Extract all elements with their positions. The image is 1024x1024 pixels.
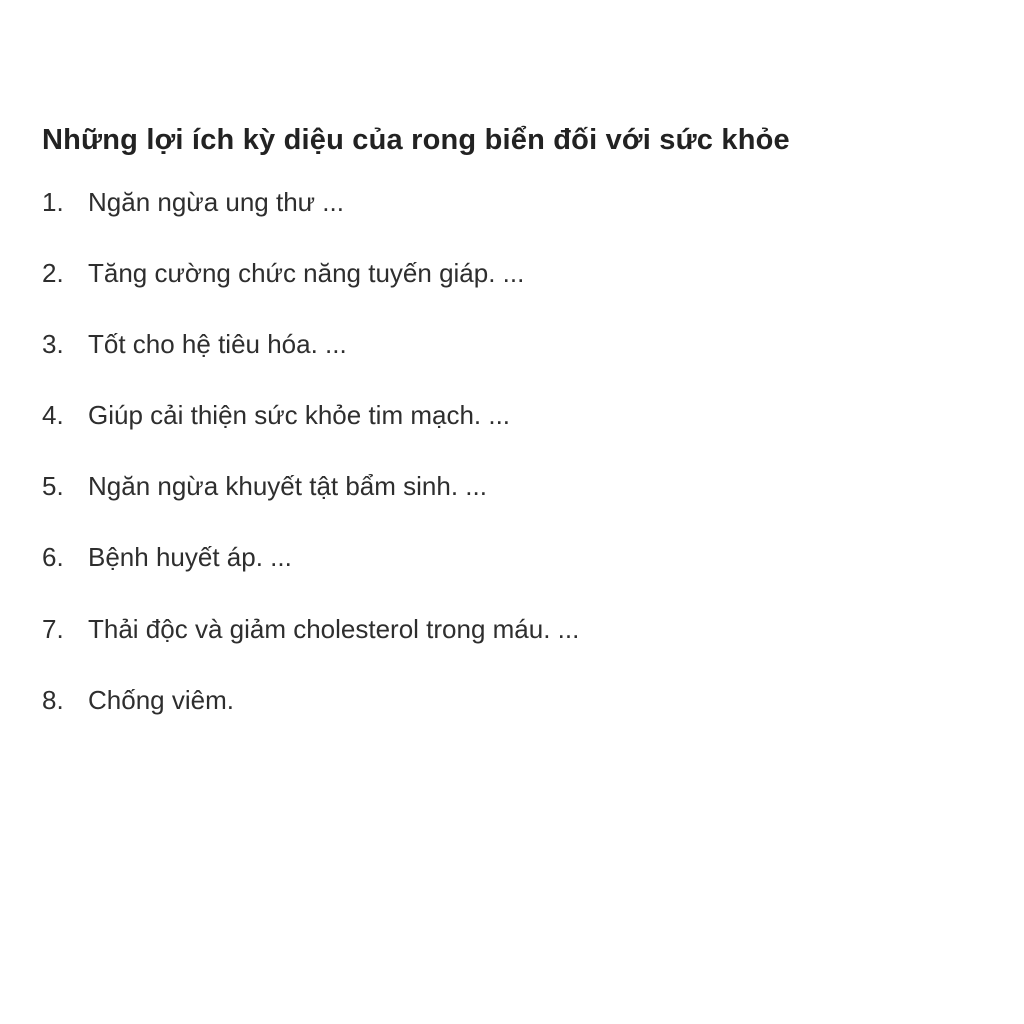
- list-item-label: Chống viêm.: [88, 684, 234, 715]
- list-item-number: 1.: [42, 186, 64, 217]
- list-item: [42, 612, 934, 647]
- list-item-label: Giúp cải thiện sức khỏe tim mạch. ...: [88, 400, 511, 431]
- list-item-number: 6.: [42, 542, 64, 573]
- list-item-number: 2.: [42, 258, 64, 289]
- list-item-number: 4.: [42, 400, 64, 431]
- list-item-label: Bệnh huyết áp. ...: [88, 542, 292, 573]
- list-item-number: 3.: [42, 329, 64, 360]
- list-item: [42, 327, 934, 362]
- list-item-label: Thải độc và giảm cholesterol trong máu. ...: [88, 613, 580, 644]
- benefits-list: [42, 185, 934, 718]
- list-item-label: Ngăn ngừa ung thư ...: [88, 186, 344, 217]
- list-item: [42, 256, 934, 291]
- list-item-number: 5.: [42, 471, 64, 502]
- list-item: [42, 185, 934, 220]
- list-item: [42, 469, 934, 504]
- list-item-number: 7.: [42, 613, 64, 644]
- list-item: [42, 540, 934, 575]
- list-item: [42, 398, 934, 433]
- list-item-label: Ngăn ngừa khuyết tật bẩm sinh. ...: [88, 471, 487, 502]
- list-item: [42, 683, 934, 718]
- page-title: Những lợi ích kỳ diệu của rong biển đối với sức khỏe: [42, 124, 790, 156]
- list-item-label: Tăng cường chức năng tuyến giáp. ...: [88, 258, 525, 289]
- list-item-label: Tốt cho hệ tiêu hóa. ...: [88, 329, 347, 360]
- list-item-number: 8.: [42, 684, 64, 715]
